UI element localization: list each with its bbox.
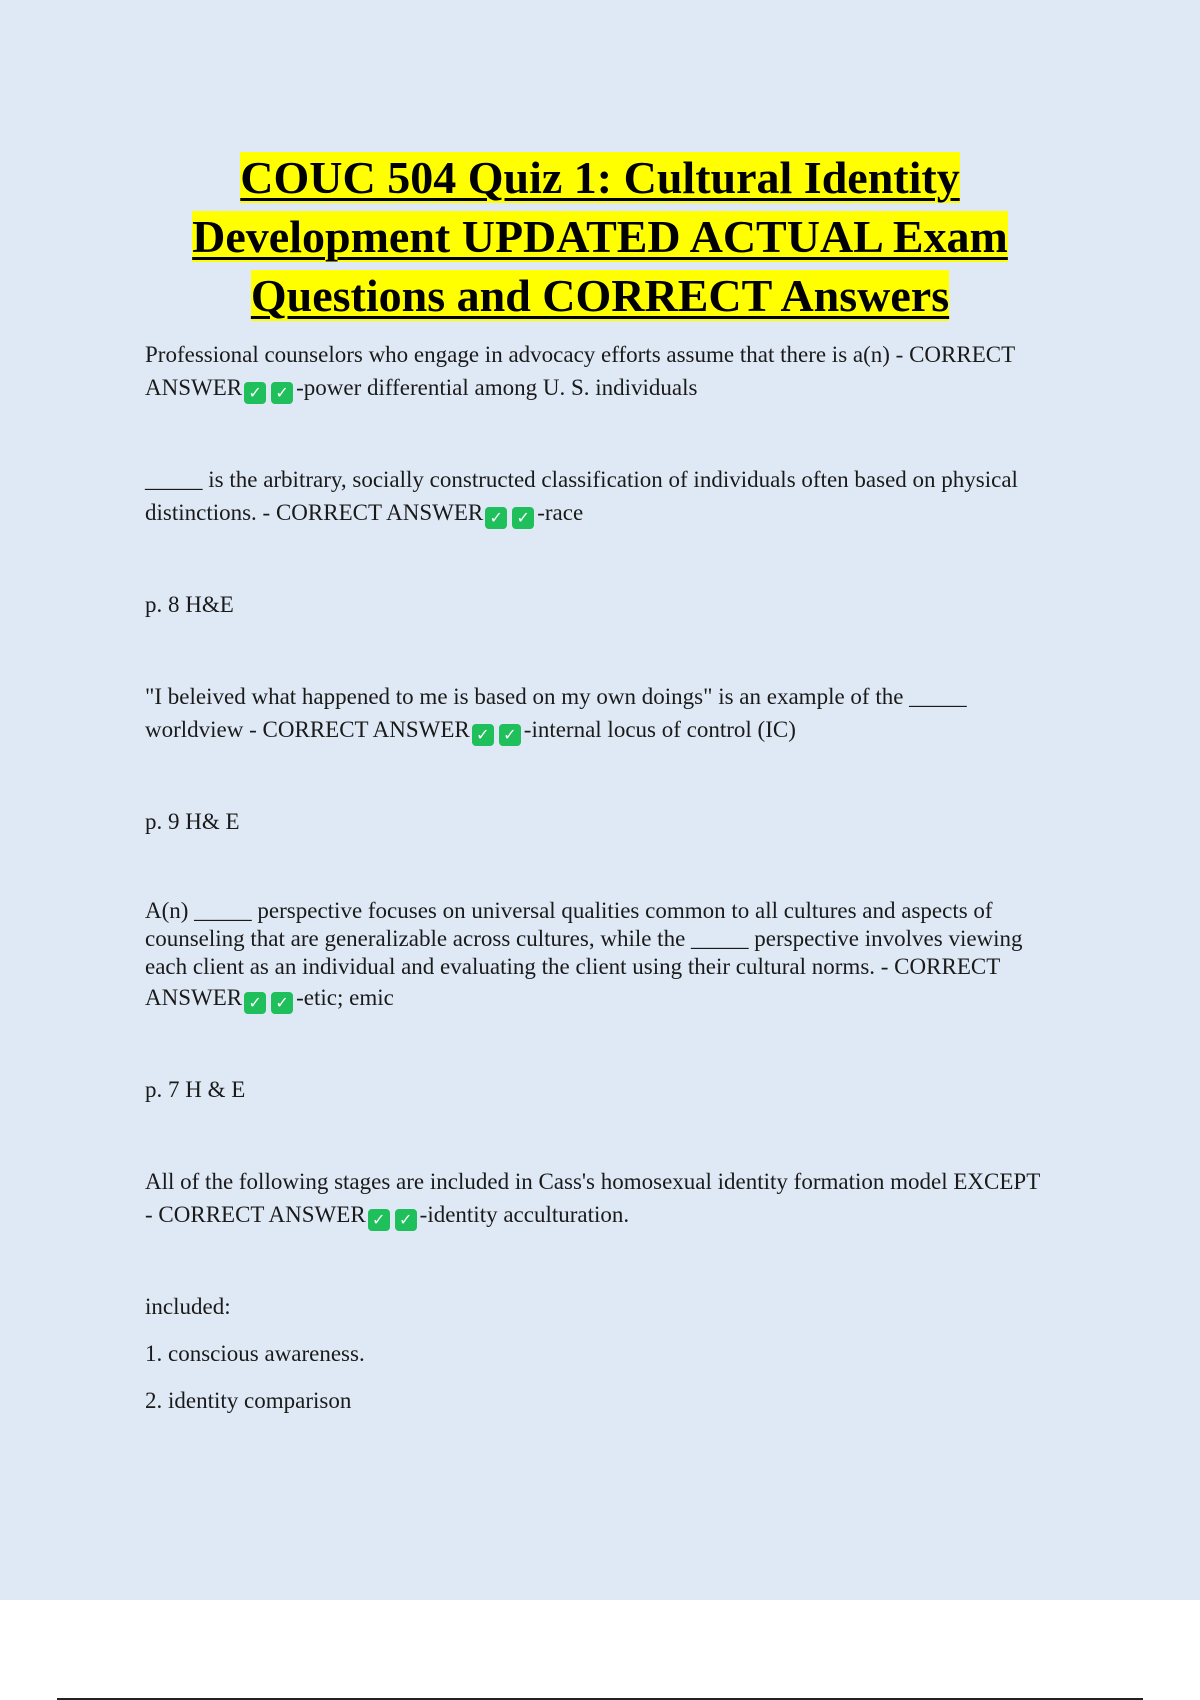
question-text: ANSWER (145, 985, 243, 1010)
question-item-5 (145, 1165, 1095, 1231)
white-check-mark-icon: ✓ (472, 724, 494, 746)
question-text: distinctions. - CORRECT ANSWER (145, 500, 484, 525)
white-check-mark-icon: ✓ (271, 382, 293, 404)
answer-text: -race (537, 500, 584, 525)
white-check-mark-icon: ✓ (395, 1209, 417, 1231)
question-list (145, 338, 1095, 1417)
title-line-1: COUC 504 Quiz 1: Cultural Identity (240, 152, 960, 203)
white-check-mark-icon: ✓ (244, 992, 266, 1014)
question-text: A(n) _____ perspective focuses on universal qualities common to all cultures and aspects of (145, 898, 993, 923)
list-item: 2. identity comparison (145, 1388, 352, 1413)
answer-text: -etic; emic (296, 985, 394, 1010)
page-reference-note: p. 9 H& E (145, 809, 240, 834)
white-check-mark-icon: ✓ (244, 382, 266, 404)
question-item-2 (145, 463, 1095, 529)
white-check-mark-icon: ✓ (485, 507, 507, 529)
list-item: 1. conscious awareness. (145, 1341, 365, 1366)
included-label: included: (145, 1294, 231, 1319)
page-reference-note: p. 8 H&E (145, 592, 234, 617)
question-text: All of the following stages are included in Cass's homosexual identity formation model EXCEPT (145, 1169, 1041, 1194)
question-text: ANSWER (145, 375, 243, 400)
answer-text: -internal locus of control (IC) (523, 717, 796, 742)
title-line-2: Development UPDATED ACTUAL Exam (192, 211, 1008, 262)
question-text: - CORRECT ANSWER (145, 1202, 366, 1227)
question-item-4 (145, 897, 1095, 1014)
answer-text: -identity acculturation. (419, 1202, 630, 1227)
question-text: worldview - CORRECT ANSWER (145, 717, 470, 742)
white-check-mark-icon: ✓ (512, 507, 534, 529)
question-text: each client as an individual and evaluating the client using their cultural norms. - CORRECT (145, 954, 1001, 979)
answer-text: -power differential among U. S. individuals (296, 375, 698, 400)
white-check-mark-icon: ✓ (368, 1209, 390, 1231)
question-text: counseling that are generalizable across cultures, while the _____ perspective involves viewing (145, 926, 1023, 951)
question-text: _____ is the arbitrary, socially constructed classification of individuals often based on physical (145, 467, 1018, 492)
question-item-3 (145, 680, 1095, 746)
white-check-mark-icon: ✓ (271, 992, 293, 1014)
document-title (100, 148, 1100, 325)
question-item-1 (145, 338, 1095, 404)
question-text: "I beleived what happened to me is based on my own doings" is an example of the _____ (145, 684, 967, 709)
white-check-mark-icon: ✓ (499, 724, 521, 746)
question-text: Professional counselors who engage in advocacy efforts assume that there is a(n) - CORRECT (145, 342, 1016, 367)
title-line-3: Questions and CORRECT Answers (250, 270, 950, 321)
page-reference-note: p. 7 H & E (145, 1077, 246, 1102)
